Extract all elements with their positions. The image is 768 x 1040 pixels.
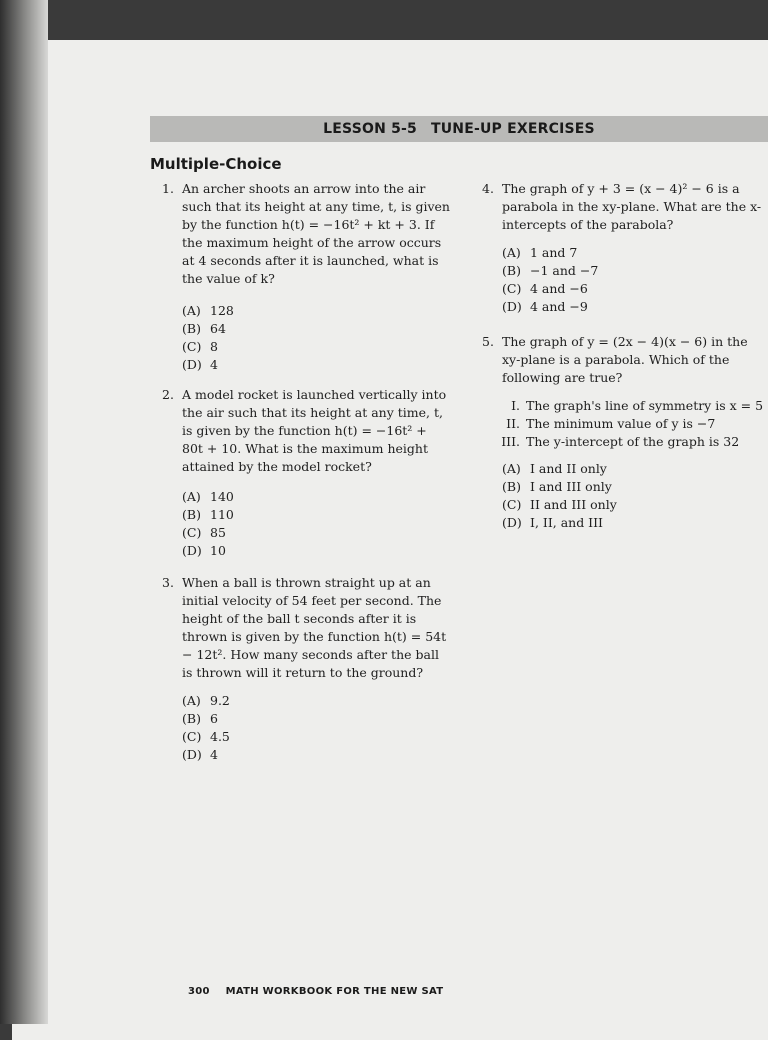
answer-choices [502, 244, 766, 316]
question-number: 1. [162, 181, 174, 196]
answer-choice[interactable]: (A) 1 and 7 [502, 245, 578, 260]
question-3 [150, 574, 450, 764]
statement: I. The graph's line of symmetry is x = 5 [511, 398, 764, 413]
question-stem: The graph of y + 3 = (x − 4)² − 6 is a parabola in the xy-plane. What are the x-intercepts of the parabola? [502, 181, 762, 232]
question-2 [150, 386, 450, 560]
answer-choice[interactable]: (C) II and III only [502, 497, 617, 512]
question-number: 4. [482, 181, 494, 196]
question-stem: A model rocket is launched vertically into the air such that its height at any time, t, is given by the function h(t) = −16t² + 80t + 10. What is the maximum height attained by the model rocket? [182, 387, 447, 474]
statement: II. The minimum value of y is −7 [506, 416, 716, 431]
page-number: 300 [188, 986, 210, 997]
answer-choice[interactable]: (A) I and II only [502, 461, 607, 476]
answer-choice[interactable]: (B) 64 [182, 321, 226, 336]
answer-choices [182, 302, 450, 374]
lesson-title: TUNE-UP EXERCISES [430, 121, 595, 137]
answer-choice[interactable]: (C) 85 [182, 525, 226, 540]
section-title: Multiple-Choice [150, 155, 282, 173]
answer-choice[interactable]: (B) I and III only [502, 479, 612, 494]
answer-choice[interactable]: (D) I, II, and III [502, 515, 603, 530]
answer-choice[interactable]: (D) 4 and −9 [502, 299, 588, 314]
answer-choice[interactable]: (C) 4.5 [182, 729, 230, 744]
answer-choice[interactable]: (D) 4 [182, 357, 218, 372]
question-number: 3. [162, 575, 174, 590]
question-5 [470, 333, 766, 532]
answer-choice[interactable]: (B) 6 [182, 711, 218, 726]
answer-choice[interactable]: (A) 128 [182, 303, 234, 318]
answer-choice[interactable]: (C) 4 and −6 [502, 281, 588, 296]
statement: III. The y-intercept of the graph is 32 [501, 434, 740, 449]
lesson-banner [150, 116, 768, 142]
answer-choice[interactable]: (A) 9.2 [182, 693, 230, 708]
answer-choice[interactable]: (D) 4 [182, 747, 218, 762]
question-stem: When a ball is thrown straight up at an initial velocity of 54 feet per second. The height of the ball t seconds after it is thrown is given by the function h(t) = 54t − 12t². How many seconds after the ball is thrown will it return to the ground? [182, 575, 447, 680]
lesson-number: LESSON 5-5 [323, 121, 417, 137]
roman-statements [470, 397, 766, 451]
page-footer [188, 986, 443, 997]
question-stem: An archer shoots an arrow into the air such that its height at any time, t, is given by the function h(t) = −16t² + kt + 3. If the maximum height of the arrow occurs at 4 seconds after it is launched, what is the value of k? [182, 181, 450, 286]
answer-choice[interactable]: (A) 140 [182, 489, 234, 504]
book-title: MATH WORKBOOK FOR THE NEW SAT [225, 986, 444, 997]
answer-choice[interactable]: (B) −1 and −7 [502, 263, 599, 278]
question-4 [470, 180, 766, 316]
question-1 [150, 180, 450, 374]
answer-choices [182, 488, 450, 560]
answer-choices [182, 692, 450, 764]
question-number: 2. [162, 387, 174, 402]
answer-choice[interactable]: (C) 8 [182, 339, 218, 354]
page-gutter-shadow [0, 0, 48, 1024]
answer-choice[interactable]: (B) 110 [182, 507, 234, 522]
answer-choice[interactable]: (D) 10 [182, 543, 226, 558]
question-stem: The graph of y = (2x − 4)(x − 6) in the xy-plane is a parabola. Which of the following are true? [502, 334, 748, 385]
answer-choices [502, 460, 766, 532]
question-number: 5. [482, 334, 494, 349]
